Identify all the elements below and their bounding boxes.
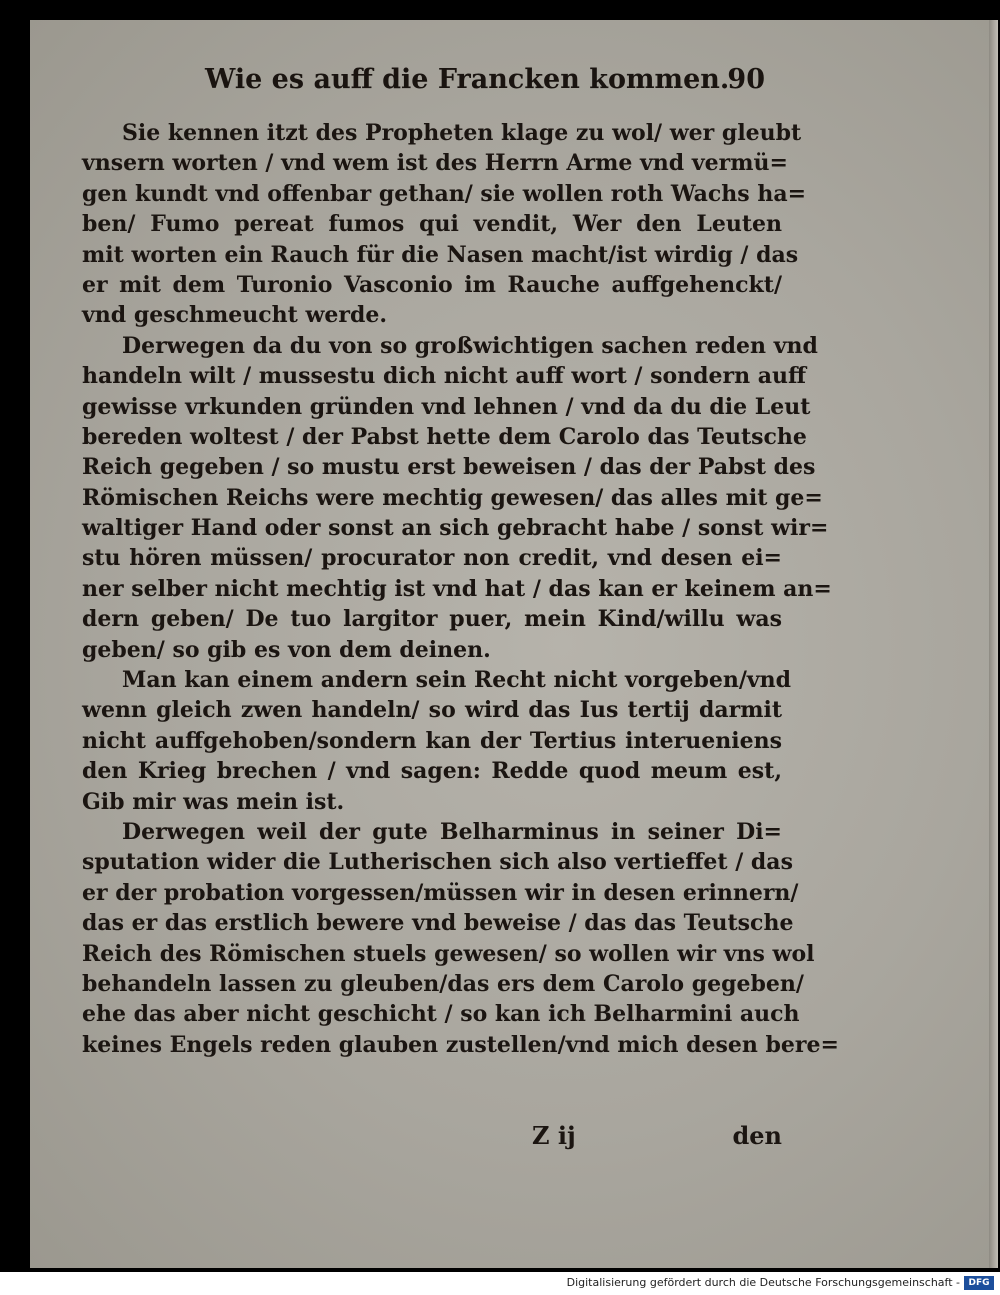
dfg-logo[interactable]: DFG bbox=[964, 1276, 994, 1290]
text-line: gewisse vrkunden gründen vnd lehnen / vnd da du die Leut bbox=[82, 393, 811, 420]
text-line: Derwegen weil der gute Belharminus in seiner Di= bbox=[122, 818, 782, 845]
text-line: Reich gegeben / so mustu erst beweisen / das der Pabst des bbox=[82, 454, 816, 481]
text-line: Man kan einem andern sein Recht nicht vorgeben/vnd bbox=[122, 667, 792, 694]
text-line: wenn gleich zwen handeln/ so wird das Ius tertij darmit bbox=[82, 697, 782, 724]
running-head bbox=[205, 64, 765, 102]
text-line: ehe das aber nicht geschicht / so kan ich Belharmini auch bbox=[82, 1001, 800, 1028]
text-line: ner selber nicht mechtig ist vnd hat / das kan er keinem an= bbox=[82, 575, 832, 602]
text-line: er der probation vorgessen/müssen wir in desen erinnern/ bbox=[82, 879, 799, 906]
page-edge bbox=[989, 20, 998, 1268]
text-line: vnsern worten / vnd wem ist des Herrn Arme vnd vermü= bbox=[82, 150, 788, 177]
page-number: 90 bbox=[727, 64, 765, 95]
text-line: Derwegen da du von so großwichtigen sachen reden vnd bbox=[122, 332, 818, 359]
text-line: Gib mir was mein ist. bbox=[82, 788, 345, 815]
text-line: er mit dem Turonio Vasconio im Rauche auffgehenckt/ bbox=[82, 271, 782, 298]
text-line: gen kundt vnd offenbar gethan/ sie wollen roth Wachs ha= bbox=[82, 180, 807, 207]
text-line: Römischen Reichs were mechtig gewesen/ das alles mit ge= bbox=[82, 484, 823, 511]
text-line: stu hören müssen/ procurator non credit, vnd desen ei= bbox=[82, 545, 782, 572]
text-line: keines Engels reden glauben zustellen/vnd mich desen bere= bbox=[82, 1031, 839, 1058]
running-title: Wie es auff die Francken kommen. bbox=[205, 64, 730, 95]
text-line: geben/ so gib es von dem deinen. bbox=[82, 636, 491, 663]
catchword: den bbox=[732, 1121, 782, 1150]
text-line: bereden woltest / der Pabst hette dem Carolo das Teutsche bbox=[82, 423, 807, 450]
text-line: das er das erstlich bewere vnd beweise / das das Teutsche bbox=[82, 910, 794, 937]
text-line: dern geben/ De tuo largitor puer, mein Kind/willu was bbox=[82, 606, 782, 633]
text-line: Reich des Römischen stuels gewesen/ so wollen wir vns wol bbox=[82, 940, 815, 967]
text-line: waltiger Hand oder sonst an sich gebracht habe / sonst wir= bbox=[82, 515, 829, 542]
text-line: handeln wilt / mussestu dich nicht auff wort / sondern auff bbox=[82, 363, 807, 390]
signature-mark: Z ij bbox=[532, 1121, 576, 1150]
text-line: vnd geschmeucht werde. bbox=[82, 302, 388, 329]
text-line: ben/ Fumo pereat fumos qui vendit, Wer den Leuten bbox=[82, 211, 782, 238]
text-line: Sie kennen itzt des Propheten klage zu wol/ wer gleubt bbox=[122, 120, 802, 146]
text-line: sputation wider die Lutherischen sich also vertieffet / das bbox=[82, 849, 793, 876]
text-line: den Krieg brechen / vnd sagen: Redde quod meum est, bbox=[82, 758, 782, 785]
text-line: behandeln lassen zu gleuben/das ers dem Carolo gegeben/ bbox=[82, 970, 804, 997]
text-line: mit worten ein Rauch für die Nasen macht/ist wirdig / das bbox=[82, 241, 799, 268]
text-line: nicht auffgehoben/sondern kan der Tertius interueniens bbox=[82, 727, 782, 754]
page-footer bbox=[82, 1121, 782, 1153]
credit-text: Digitalisierung gefördert durch die Deutsche Forschungsgemeinschaft - bbox=[566, 1276, 960, 1289]
credit-bar bbox=[0, 1272, 1000, 1295]
body-text bbox=[82, 118, 839, 1060]
